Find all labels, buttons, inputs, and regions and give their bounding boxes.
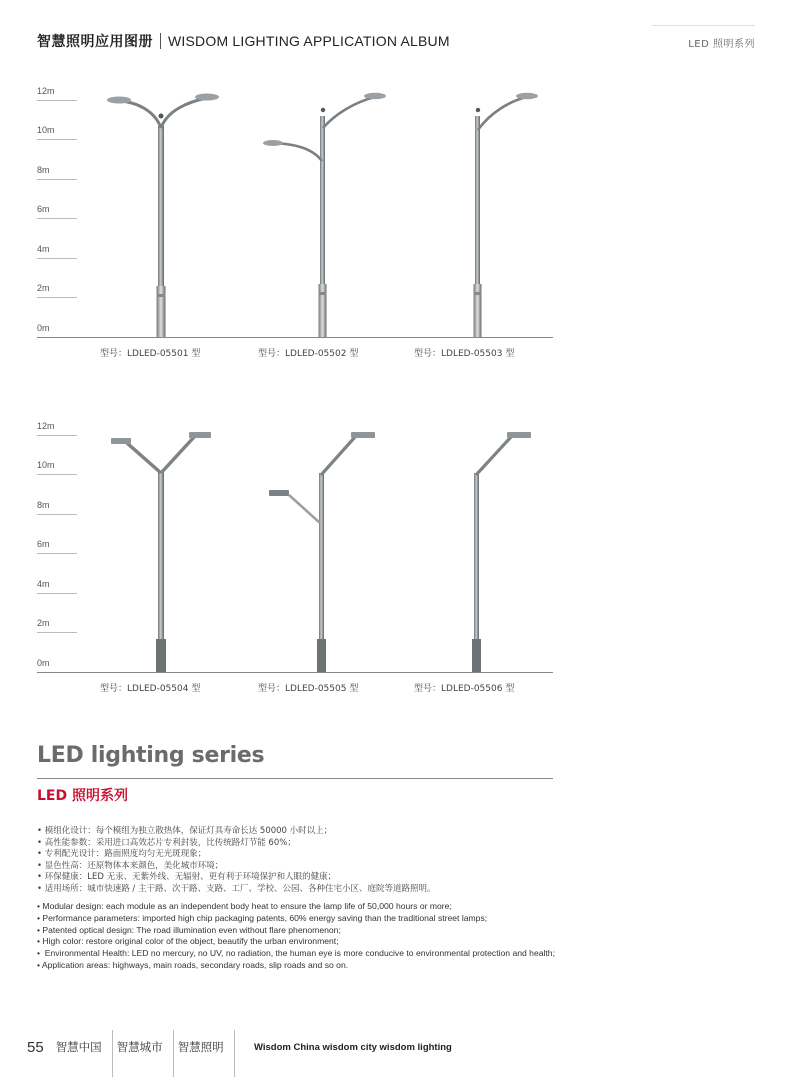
feature-item: • 专利配光设计：路面照度均匀无光斑现象； <box>37 849 557 861</box>
header-title-en: WISDOM LIGHTING APPLICATION ALBUM <box>168 33 450 49</box>
footer-item: 智慧城市 <box>116 1040 163 1054</box>
page-number: 55 <box>27 1038 44 1056</box>
lamp-pole-05501 <box>107 94 219 338</box>
ruler-label-0m: 0m <box>37 658 50 668</box>
street-lamp-illustrations <box>37 421 553 673</box>
ruler-label-10m: 10m <box>37 125 55 135</box>
feature-item: • 模组化设计：每个模组为独立散热体，保证灯具寿命长达 50000 小时以上； <box>37 826 557 838</box>
features-list-en <box>37 901 555 972</box>
page-header <box>37 31 450 51</box>
footer-item: 智慧中国 <box>55 1040 102 1054</box>
feature-item: • High color: restore original color of the object, beautify the urban environment; <box>37 936 555 948</box>
header-rule <box>652 25 755 26</box>
header-divider <box>160 33 161 49</box>
page-footer <box>27 1037 235 1057</box>
street-lamp-illustrations <box>37 86 553 338</box>
ruler-label-4m: 4m <box>37 244 50 254</box>
ruler-label-10m: 10m <box>37 460 55 470</box>
lamp-pole-05506 <box>472 432 531 672</box>
feature-item: • 适用场所：城市快速路 / 主干路、次干路、支路、工厂、学校、公园、各种住宅小区、庭院等道路照明。 <box>37 884 557 896</box>
feature-item: • Environmental Health: LED no mercury, no UV, no radiation, the human eye is more conducive to environmental protection and health; <box>37 948 555 960</box>
model-label-05505: 型号：LDLED-05505 型 <box>258 684 359 694</box>
header-title-cn: 智慧照明应用图册 <box>37 34 153 50</box>
lamp-pole-05502 <box>263 93 386 337</box>
feature-item: • Performance parameters: imported high chip packaging patents, 60% energy saving than the traditional street lamps; <box>37 913 555 925</box>
footer-item: 智慧照明 <box>177 1040 224 1054</box>
ruler-label-2m: 2m <box>37 618 50 628</box>
model-label-05504: 型号：LDLED-05504 型 <box>100 684 201 694</box>
model-label-05503: 型号：LDLED-05503 型 <box>414 349 515 359</box>
ruler-label-4m: 4m <box>37 579 50 589</box>
feature-item: • 高性能参数：采用进口高效芯片专利封装，比传统路灯节能 60%； <box>37 838 557 850</box>
features-list-cn <box>37 826 557 896</box>
model-label-05501: 型号：LDLED-05501 型 <box>100 349 201 359</box>
ruler-label-2m: 2m <box>37 283 50 293</box>
feature-item: • Patented optical design: The road illumination even without flare phenomenon; <box>37 925 555 937</box>
ruler-label-6m: 6m <box>37 539 50 549</box>
ruler-label-12m: 12m <box>37 86 55 96</box>
ruler-label-0m: 0m <box>37 323 50 333</box>
model-label-05506: 型号：LDLED-05506 型 <box>414 684 515 694</box>
ruler-label-8m: 8m <box>37 500 50 510</box>
model-label-05502: 型号：LDLED-05502 型 <box>258 349 359 359</box>
ruler-label-12m: 12m <box>37 421 55 431</box>
section-subtitle: LED 照明系列 <box>37 788 128 804</box>
section-title: LED lighting series <box>37 743 265 768</box>
feature-item: • Modular design: each module as an independent body heat to ensure the lamp life of 50,000 hours or more; <box>37 901 555 913</box>
pole-panel-bottom <box>37 421 553 701</box>
lamp-pole-05503 <box>474 93 539 337</box>
lamp-pole-05504 <box>111 432 211 672</box>
feature-item: • 环保健康：LED 无汞、无紫外线、无辐射、更有利于环境保护和人眼的健康； <box>37 872 557 884</box>
ruler-label-6m: 6m <box>37 204 50 214</box>
pole-panel-top <box>37 86 553 366</box>
feature-item: • 显色性高：还原物体本来颜色，美化城市环境； <box>37 861 557 873</box>
section-rule <box>37 778 553 779</box>
footer-tagline: Wisdom China wisdom city wisdom lighting <box>254 1042 452 1053</box>
ruler-label-8m: 8m <box>37 165 50 175</box>
lamp-pole-05505 <box>269 432 375 672</box>
feature-item: • Application areas: highways, main roads, secondary roads, slip roads and so on. <box>37 960 555 972</box>
header-series-label: LED 照明系列 <box>688 39 755 50</box>
